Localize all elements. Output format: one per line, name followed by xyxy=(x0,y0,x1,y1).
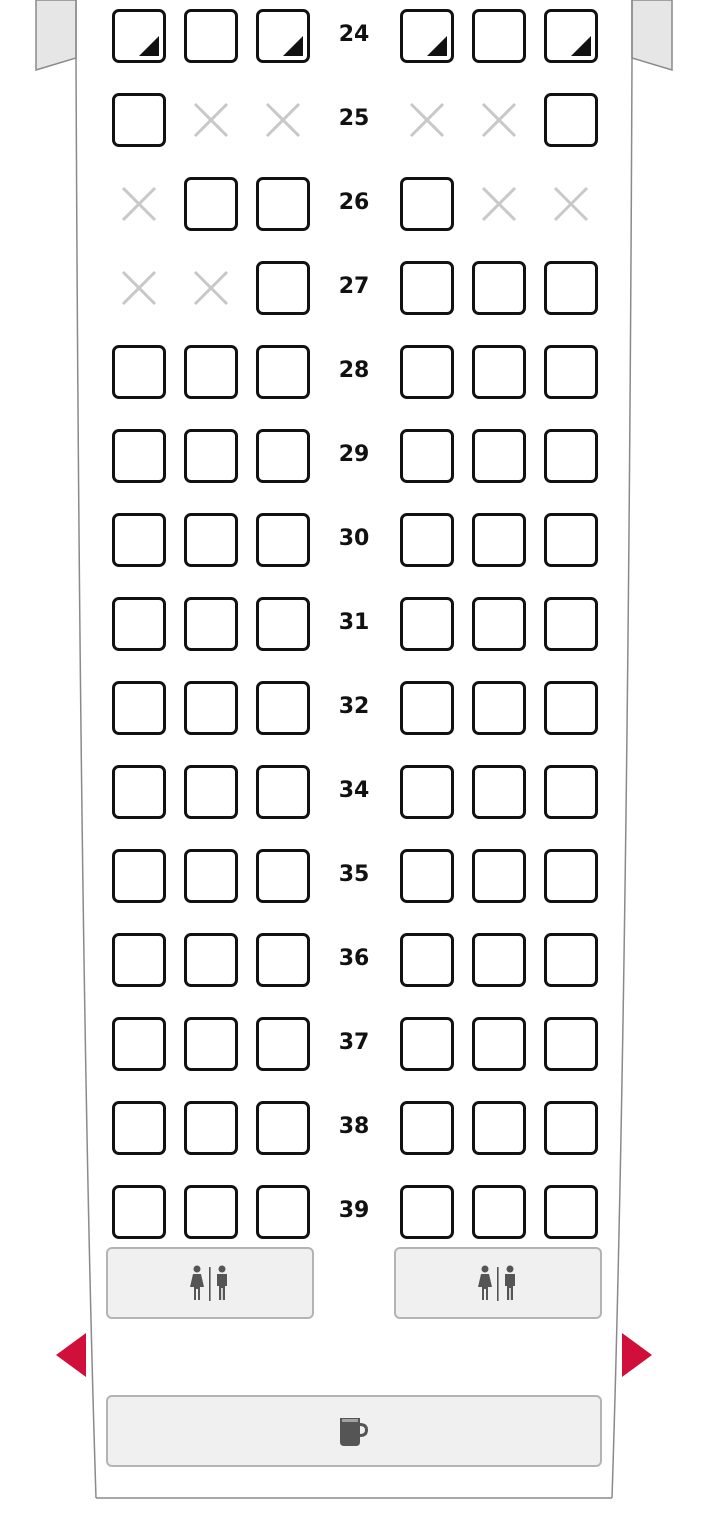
extra-legroom-icon xyxy=(427,36,447,56)
seat-29f-open[interactable] xyxy=(544,429,598,483)
row-number: 31 xyxy=(338,610,370,635)
seat-36b-open[interactable] xyxy=(184,933,238,987)
seat-26e-taken xyxy=(472,177,526,231)
seat-38c-open[interactable] xyxy=(256,1101,310,1155)
seat-35f-open[interactable] xyxy=(544,849,598,903)
seat-35b-open[interactable] xyxy=(184,849,238,903)
extra-legroom-icon xyxy=(283,36,303,56)
row-number: 24 xyxy=(338,22,370,47)
lavatory-icon xyxy=(475,1265,521,1301)
seat-37a-open[interactable] xyxy=(112,1017,166,1071)
seat-39a-open[interactable] xyxy=(112,1185,166,1239)
seat-25d-taken xyxy=(400,93,454,147)
seat-27a-taken xyxy=(112,261,166,315)
seat-32f-open[interactable] xyxy=(544,681,598,735)
seat-26d-open[interactable] xyxy=(400,177,454,231)
seat-31d-open[interactable] xyxy=(400,597,454,651)
seat-34b-open[interactable] xyxy=(184,765,238,819)
occupied-x-icon xyxy=(265,102,301,138)
occupied-x-icon xyxy=(193,102,229,138)
seat-30f-open[interactable] xyxy=(544,513,598,567)
seat-25f-open[interactable] xyxy=(544,93,598,147)
seat-25b-taken xyxy=(184,93,238,147)
seat-35e-open[interactable] xyxy=(472,849,526,903)
seat-25c-taken xyxy=(256,93,310,147)
seat-24f-extra[interactable] xyxy=(544,9,598,63)
seat-28d-open[interactable] xyxy=(400,345,454,399)
seat-row-37 xyxy=(0,1017,708,1071)
seat-30b-open[interactable] xyxy=(184,513,238,567)
occupied-x-icon xyxy=(121,186,157,222)
seat-37f-open[interactable] xyxy=(544,1017,598,1071)
seat-37d-open[interactable] xyxy=(400,1017,454,1071)
seat-27b-taken xyxy=(184,261,238,315)
occupied-x-icon xyxy=(481,186,517,222)
seat-39d-open[interactable] xyxy=(400,1185,454,1239)
extra-legroom-icon xyxy=(571,36,591,56)
row-number: 37 xyxy=(338,1030,370,1055)
seat-28c-open[interactable] xyxy=(256,345,310,399)
seat-37e-open[interactable] xyxy=(472,1017,526,1071)
seat-31c-open[interactable] xyxy=(256,597,310,651)
seat-30e-open[interactable] xyxy=(472,513,526,567)
row-number: 38 xyxy=(338,1114,370,1139)
seat-26b-open[interactable] xyxy=(184,177,238,231)
coffee-cup-icon xyxy=(337,1414,371,1448)
seat-37b-open[interactable] xyxy=(184,1017,238,1071)
seat-24a-extra[interactable] xyxy=(112,9,166,63)
seat-row-34 xyxy=(0,765,708,819)
seat-36e-open[interactable] xyxy=(472,933,526,987)
row-number: 27 xyxy=(338,274,370,299)
seat-32c-open[interactable] xyxy=(256,681,310,735)
occupied-x-icon xyxy=(193,270,229,306)
seat-34d-open[interactable] xyxy=(400,765,454,819)
seat-38a-open[interactable] xyxy=(112,1101,166,1155)
seat-36c-open[interactable] xyxy=(256,933,310,987)
row-number: 34 xyxy=(338,778,370,803)
seat-39c-open[interactable] xyxy=(256,1185,310,1239)
seat-39b-open[interactable] xyxy=(184,1185,238,1239)
seat-24b-open[interactable] xyxy=(184,9,238,63)
seat-row-29 xyxy=(0,429,708,483)
exit-arrow-left xyxy=(56,1333,86,1377)
seat-27e-open[interactable] xyxy=(472,261,526,315)
seat-25e-taken xyxy=(472,93,526,147)
seat-row-36 xyxy=(0,933,708,987)
row-number: 39 xyxy=(338,1198,370,1223)
seat-24d-extra[interactable] xyxy=(400,9,454,63)
occupied-x-icon xyxy=(409,102,445,138)
seat-row-32 xyxy=(0,681,708,735)
seat-35c-open[interactable] xyxy=(256,849,310,903)
seat-25a-open[interactable] xyxy=(112,93,166,147)
occupied-x-icon xyxy=(121,270,157,306)
seat-27d-open[interactable] xyxy=(400,261,454,315)
row-number: 29 xyxy=(338,442,370,467)
seat-32d-open[interactable] xyxy=(400,681,454,735)
lavatory-icon xyxy=(187,1265,233,1301)
seat-32b-open[interactable] xyxy=(184,681,238,735)
seat-39f-open[interactable] xyxy=(544,1185,598,1239)
seat-34a-open[interactable] xyxy=(112,765,166,819)
seat-29d-open[interactable] xyxy=(400,429,454,483)
seat-row-24 xyxy=(0,9,708,63)
seat-28a-open[interactable] xyxy=(112,345,166,399)
seat-row-26 xyxy=(0,177,708,231)
row-number: 26 xyxy=(338,190,370,215)
seat-32e-open[interactable] xyxy=(472,681,526,735)
row-number: 30 xyxy=(338,526,370,551)
seat-29a-open[interactable] xyxy=(112,429,166,483)
occupied-x-icon xyxy=(481,102,517,138)
extra-legroom-icon xyxy=(139,36,159,56)
seat-28e-open[interactable] xyxy=(472,345,526,399)
seat-row-38 xyxy=(0,1101,708,1155)
seat-row-25 xyxy=(0,93,708,147)
row-number: 36 xyxy=(338,946,370,971)
seat-29b-open[interactable] xyxy=(184,429,238,483)
galley xyxy=(106,1395,602,1467)
seat-26f-taken xyxy=(544,177,598,231)
seat-row-31 xyxy=(0,597,708,651)
seat-38b-open[interactable] xyxy=(184,1101,238,1155)
seat-30d-open[interactable] xyxy=(400,513,454,567)
seat-32a-open[interactable] xyxy=(112,681,166,735)
seat-37c-open[interactable] xyxy=(256,1017,310,1071)
occupied-x-icon xyxy=(553,186,589,222)
seat-28f-open[interactable] xyxy=(544,345,598,399)
seat-24e-open[interactable] xyxy=(472,9,526,63)
seat-24c-extra[interactable] xyxy=(256,9,310,63)
row-number: 32 xyxy=(338,694,370,719)
seat-38e-open[interactable] xyxy=(472,1101,526,1155)
seat-29c-open[interactable] xyxy=(256,429,310,483)
seat-row-35 xyxy=(0,849,708,903)
lavatory-right xyxy=(394,1247,602,1319)
seat-35a-open[interactable] xyxy=(112,849,166,903)
seat-38f-open[interactable] xyxy=(544,1101,598,1155)
seat-39e-open[interactable] xyxy=(472,1185,526,1239)
seat-38d-open[interactable] xyxy=(400,1101,454,1155)
row-number: 25 xyxy=(338,106,370,131)
seat-34e-open[interactable] xyxy=(472,765,526,819)
lavatory-left xyxy=(106,1247,314,1319)
seat-34f-open[interactable] xyxy=(544,765,598,819)
seat-row-30 xyxy=(0,513,708,567)
seat-26c-open[interactable] xyxy=(256,177,310,231)
seat-row-28 xyxy=(0,345,708,399)
seat-36a-open[interactable] xyxy=(112,933,166,987)
row-number: 28 xyxy=(338,358,370,383)
seat-36d-open[interactable] xyxy=(400,933,454,987)
seat-27f-open[interactable] xyxy=(544,261,598,315)
seat-31a-open[interactable] xyxy=(112,597,166,651)
seat-29e-open[interactable] xyxy=(472,429,526,483)
seat-row-27 xyxy=(0,261,708,315)
seat-27c-open[interactable] xyxy=(256,261,310,315)
seat-26a-taken xyxy=(112,177,166,231)
seat-36f-open[interactable] xyxy=(544,933,598,987)
row-number: 35 xyxy=(338,862,370,887)
seat-35d-open[interactable] xyxy=(400,849,454,903)
seat-31e-open[interactable] xyxy=(472,597,526,651)
seat-31b-open[interactable] xyxy=(184,597,238,651)
seat-row-39 xyxy=(0,1185,708,1239)
seat-28b-open[interactable] xyxy=(184,345,238,399)
seat-30c-open[interactable] xyxy=(256,513,310,567)
seat-30a-open[interactable] xyxy=(112,513,166,567)
exit-arrow-right xyxy=(622,1333,652,1377)
seat-34c-open[interactable] xyxy=(256,765,310,819)
seat-31f-open[interactable] xyxy=(544,597,598,651)
